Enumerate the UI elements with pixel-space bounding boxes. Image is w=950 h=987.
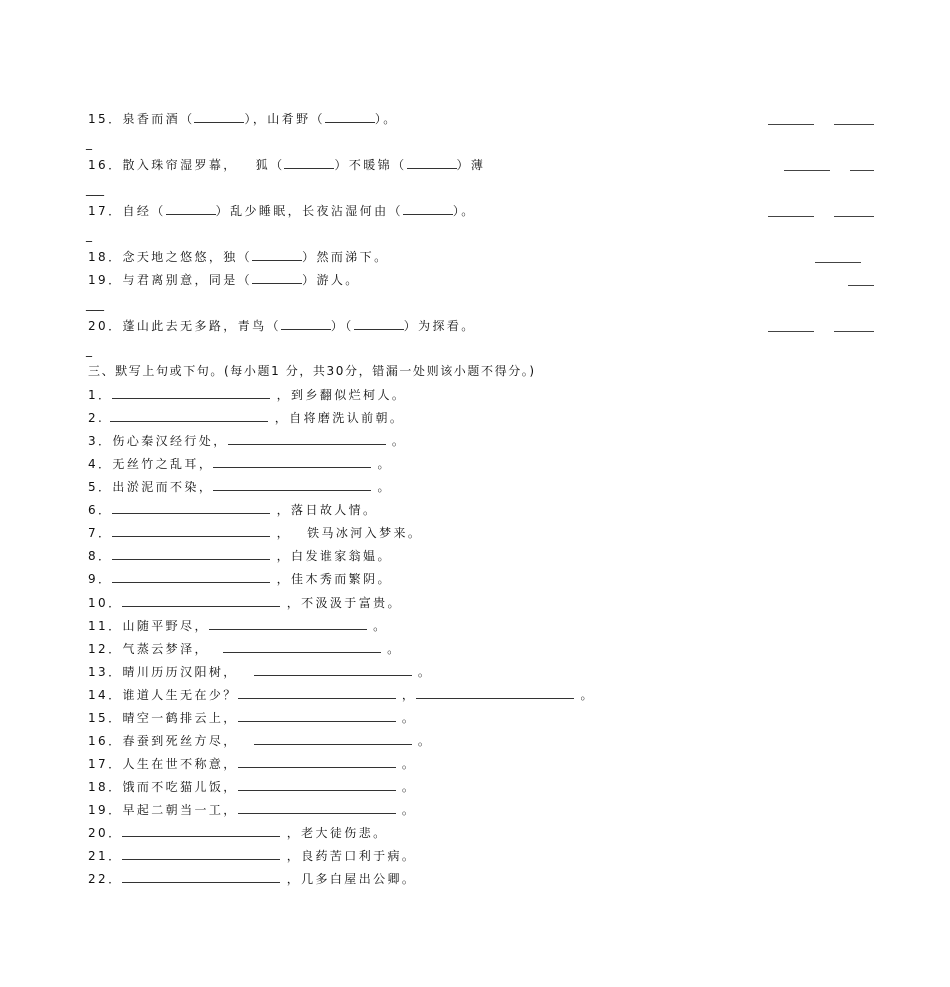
q-text: 14．谁道人生无在少？ xyxy=(88,688,238,702)
q-text: 。 xyxy=(377,480,392,494)
answer-blank[interactable] xyxy=(112,548,270,560)
blank[interactable] xyxy=(166,203,216,215)
blank[interactable] xyxy=(252,249,302,261)
blank[interactable] xyxy=(284,157,334,169)
q-text: ）然而涕下。 xyxy=(302,250,389,264)
answer-blank[interactable] xyxy=(122,825,280,837)
question-2-17 xyxy=(88,203,476,218)
answer-blank[interactable] xyxy=(112,502,270,514)
q-text: 。 xyxy=(417,665,433,679)
q-text: 。 xyxy=(373,619,388,633)
question-3-4 xyxy=(88,456,392,471)
answer-line[interactable] xyxy=(815,262,861,263)
q-number: 20． xyxy=(88,826,123,840)
answer-line[interactable] xyxy=(848,285,874,286)
q-text: 15．晴空一鹤排云上， xyxy=(88,711,238,725)
answer-blank[interactable] xyxy=(238,802,396,814)
q-text: ， xyxy=(276,526,292,540)
question-3-22 xyxy=(88,871,416,886)
answer-blank[interactable] xyxy=(122,848,280,860)
q-number: 2. xyxy=(88,411,105,425)
question-3-15 xyxy=(88,710,416,725)
q-text: 。 xyxy=(401,780,417,794)
q-text: 。 xyxy=(401,757,417,771)
q-text: ），山肴野（ xyxy=(244,112,325,126)
blank[interactable] xyxy=(252,272,302,284)
q-text: 15．泉香而酒（ xyxy=(88,112,195,126)
question-3-16 xyxy=(88,733,432,748)
wrap-underscore: ___ xyxy=(86,182,104,196)
answer-line[interactable] xyxy=(768,124,814,125)
question-3-14 xyxy=(88,687,595,702)
q-text: 。 xyxy=(377,457,392,471)
q-text: 13．晴川历历汉阳树， xyxy=(88,665,238,679)
question-3-1 xyxy=(88,387,406,402)
q-text: 16．春蚕到死丝方尽， xyxy=(88,734,238,748)
q-number: 6． xyxy=(88,503,113,517)
question-3-18 xyxy=(88,779,416,794)
wrap-underscore: _ xyxy=(86,228,92,242)
answer-line[interactable] xyxy=(850,170,874,171)
q-text: 19．早起二朝当一工， xyxy=(88,803,238,817)
q-text: 20．蓬山此去无多路，青鸟（ xyxy=(88,319,281,333)
q-text: ，佳木秀而繁阴。 xyxy=(276,572,392,586)
answer-blank[interactable] xyxy=(110,410,268,422)
q-text: 17．自经（ xyxy=(88,204,166,218)
q-text: 铁马冰河入梦来。 xyxy=(307,526,423,540)
answer-line[interactable] xyxy=(834,124,874,125)
q-number: 9． xyxy=(88,572,113,586)
blank[interactable] xyxy=(354,318,404,330)
blank[interactable] xyxy=(407,157,457,169)
answer-blank[interactable] xyxy=(122,871,280,883)
q-text: 18．饿而不吃猫儿饭， xyxy=(88,780,238,794)
q-text: ，落日故人情。 xyxy=(276,503,378,517)
q-text: 19．与君离别意，同是（ xyxy=(88,273,253,287)
q-number: 1． xyxy=(88,388,113,402)
q-text: ，不汲汲于富贵。 xyxy=(286,596,402,610)
answer-blank[interactable] xyxy=(223,641,381,653)
q-text: 12．气蒸云梦泽， xyxy=(88,642,209,656)
answer-blank[interactable] xyxy=(238,710,396,722)
answer-blank[interactable] xyxy=(254,733,412,745)
q-text: 。 xyxy=(417,734,433,748)
q-text: 3．伤心秦汉经行处， xyxy=(88,434,228,448)
answer-line[interactable] xyxy=(768,216,814,217)
question-2-18 xyxy=(88,249,388,264)
question-2-16 xyxy=(88,157,485,172)
answer-blank[interactable] xyxy=(112,387,270,399)
q-text: ）不暖锦（ xyxy=(334,158,407,172)
q-text: ，几多白屋出公卿。 xyxy=(286,872,417,886)
q-text: 11．山随平野尽， xyxy=(88,619,209,633)
answer-blank[interactable] xyxy=(112,571,270,583)
q-text: 。 xyxy=(387,642,402,656)
wrap-underscore: _ xyxy=(86,343,92,357)
question-3-6 xyxy=(88,502,377,517)
answer-blank[interactable] xyxy=(213,479,371,491)
q-number: 8． xyxy=(88,549,113,563)
answer-blank[interactable] xyxy=(238,779,396,791)
q-text: 5．出淤泥而不染， xyxy=(88,480,214,494)
q-text: 。 xyxy=(580,688,595,702)
question-3-21 xyxy=(88,848,416,863)
question-3-11 xyxy=(88,618,388,633)
question-3-5 xyxy=(88,479,392,494)
question-3-10 xyxy=(88,595,402,610)
q-text: ）游人。 xyxy=(302,273,360,287)
q-text: ，白发谁家翁媪。 xyxy=(276,549,392,563)
q-text: ）。 xyxy=(452,204,476,218)
q-text: 。 xyxy=(401,711,417,725)
q-text: ）为探看。 xyxy=(403,319,476,333)
answer-line[interactable] xyxy=(834,331,874,332)
q-text: 16．散入珠帘湿罗幕， xyxy=(88,158,238,172)
answer-blank[interactable] xyxy=(213,456,371,468)
q-text: ）。 xyxy=(374,112,398,126)
answer-blank[interactable] xyxy=(238,687,396,699)
wrap-underscore: ___ xyxy=(86,297,104,311)
question-2-15 xyxy=(88,111,398,126)
q-text: ，良药苦口利于病。 xyxy=(286,849,417,863)
blank[interactable] xyxy=(281,318,331,330)
answer-line[interactable] xyxy=(768,331,814,332)
q-text: ，到乡翻似烂柯人。 xyxy=(276,388,407,402)
question-3-19 xyxy=(88,802,416,817)
q-number: 21． xyxy=(88,849,123,863)
q-text: 18．念天地之悠悠，独（ xyxy=(88,250,253,264)
q-text: 狐（ xyxy=(255,158,285,172)
blank[interactable] xyxy=(194,111,244,123)
q-text: ， xyxy=(401,688,417,702)
q-text: ）乱少睡眠，长夜沾湿何由（ xyxy=(215,204,403,218)
answer-blank[interactable] xyxy=(122,595,280,607)
blank[interactable] xyxy=(403,203,453,215)
question-3-8 xyxy=(88,548,392,563)
q-number: 22． xyxy=(88,872,123,886)
q-text: ）薄 xyxy=(456,158,486,172)
question-3-7 xyxy=(88,525,422,540)
question-3-2 xyxy=(88,410,404,425)
question-3-12 xyxy=(88,641,402,656)
answer-blank[interactable] xyxy=(416,687,574,699)
question-2-20 xyxy=(88,318,476,333)
q-text: ，自将磨洗认前朝。 xyxy=(274,411,405,425)
q-text: 。 xyxy=(391,434,407,448)
answer-line[interactable] xyxy=(784,170,830,171)
q-number: 7． xyxy=(88,526,113,540)
question-3-3 xyxy=(88,433,406,448)
question-3-17 xyxy=(88,756,416,771)
q-text: ，老大徒伤悲。 xyxy=(286,826,388,840)
answer-line[interactable] xyxy=(834,216,874,217)
q-text: 4．无丝竹之乱耳， xyxy=(88,457,214,471)
blank[interactable] xyxy=(325,111,375,123)
question-3-13 xyxy=(88,664,432,679)
answer-blank[interactable] xyxy=(254,664,412,676)
answer-blank[interactable] xyxy=(112,525,270,537)
answer-blank[interactable] xyxy=(238,756,396,768)
question-3-20 xyxy=(88,825,388,840)
q-text: ）（ xyxy=(330,319,354,333)
answer-blank[interactable] xyxy=(209,618,367,630)
question-2-19 xyxy=(88,272,360,287)
question-3-9 xyxy=(88,571,392,586)
q-number: 10． xyxy=(88,596,123,610)
wrap-underscore: _ xyxy=(86,136,92,150)
section-heading: 三、默写上句或下句。(每小题1 分，共30分，错漏一处则该小题不得分。) xyxy=(88,364,536,378)
q-text: 17．人生在世不称意， xyxy=(88,757,238,771)
answer-blank[interactable] xyxy=(228,433,386,445)
q-text: 。 xyxy=(401,803,417,817)
